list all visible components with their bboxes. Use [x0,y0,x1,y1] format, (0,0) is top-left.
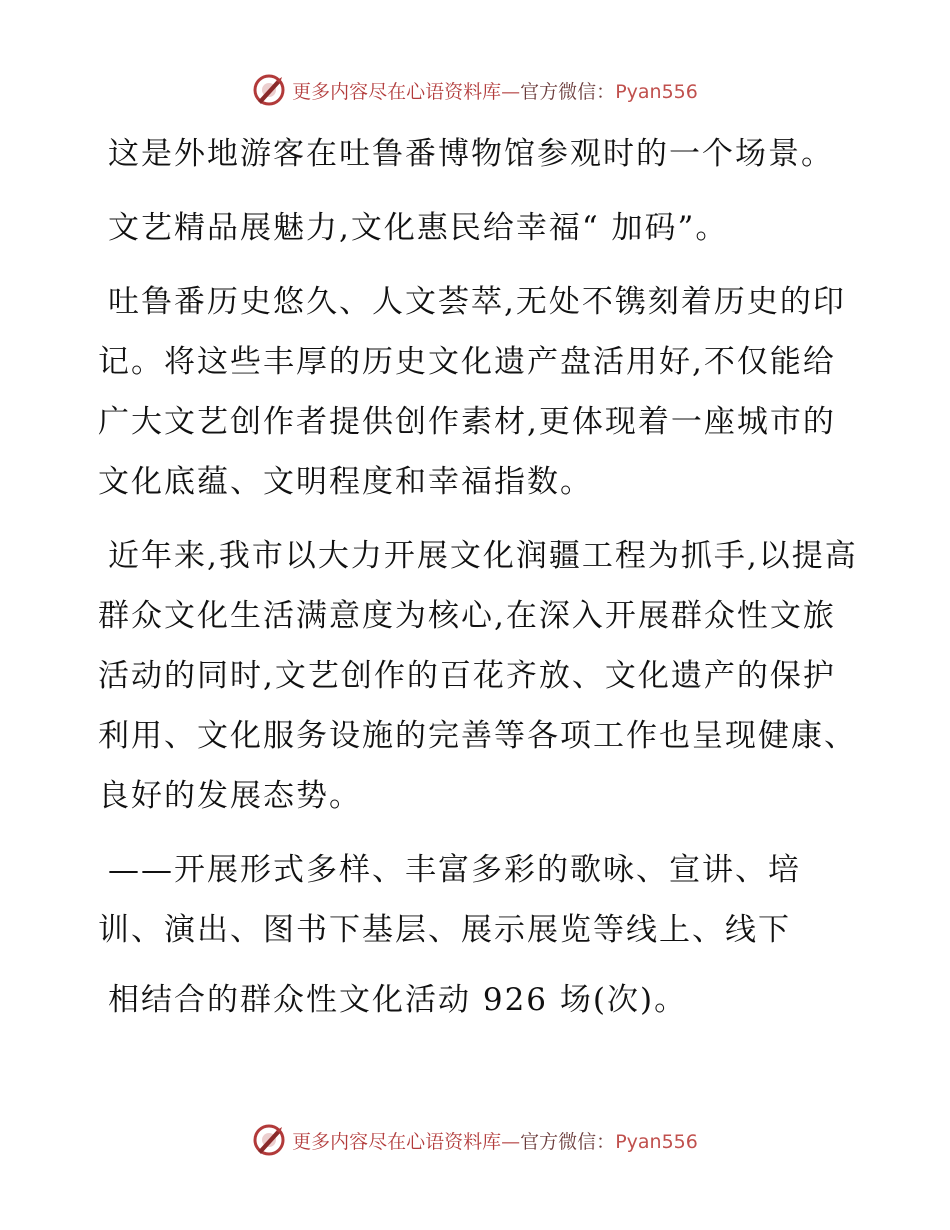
paragraph-5: ——开展形式多样、丰富多彩的歌咏、宣讲、培训、演出、图书下基层、展示展览等线上、线下 [98,852,801,948]
quill-circle-logo-icon [252,1123,286,1157]
watermark-label: 官方微信： [520,80,616,103]
quill-circle-logo-icon [252,73,286,107]
watermark-separator: — [501,1130,521,1153]
paragraph-4: 近年来,我市以大力开展文化润疆工程为抓手,以提高群众文化生活满意度为核心,在深入开展群众性文旅活动的同时,文艺创作的百花齐放、文化遗产的保护利用、文化服务设施的完善等各项工作也呈现健康、良好的发展态势。 [98,538,858,814]
header-watermark-banner [0,70,950,110]
footer-watermark-banner [0,1120,950,1160]
watermark-handle: Pyan556 [615,1130,698,1153]
watermark-text [292,1127,698,1154]
watermark-separator: — [501,80,521,103]
paragraph-6: 相结合的群众性文化活动 926 场(次)。 [108,982,688,1018]
paragraph-2: 文艺精品展魅力,文化惠民给幸福“ 加码”。 [108,210,729,246]
watermark-handle: Pyan556 [615,80,698,103]
document-body [98,124,858,1044]
paragraph-1: 这是外地游客在吐鲁番博物馆参观时的一个场景。 [108,136,834,172]
watermark-text [292,77,698,104]
watermark-main-text: 更多内容尽在心语资料库 [292,80,502,103]
watermark-main-text: 更多内容尽在心语资料库 [292,1130,502,1153]
paragraph-3: 吐鲁番历史悠久、人文荟萃,无处不镌刻着历史的印记。将这些丰厚的历史文化遗产盘活用好,不仅能给广大文艺创作者提供创作素材,更体现着一座城市的文化底蕴、文明程度和幸福指数。 [98,284,846,500]
watermark-label: 官方微信： [520,1130,616,1153]
